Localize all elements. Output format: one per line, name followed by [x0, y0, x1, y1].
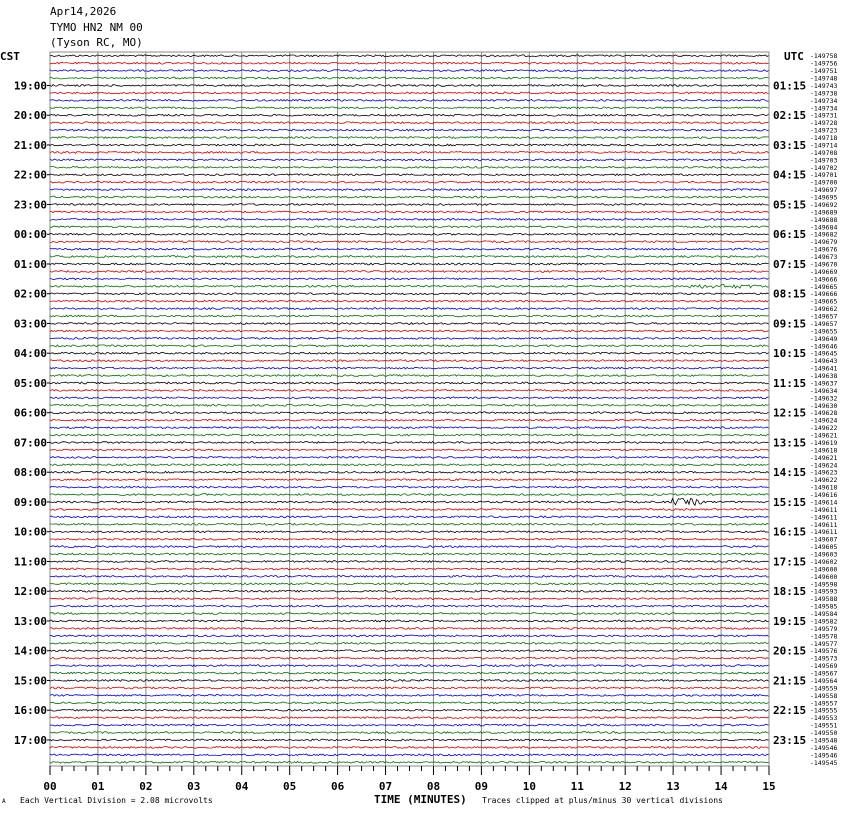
trace-offset-label: -149579 — [810, 624, 838, 633]
trace-offset-label: -149550 — [810, 729, 838, 738]
trace-line — [50, 412, 769, 414]
trace-offset-label: -149708 — [810, 148, 838, 157]
trace-line — [50, 107, 769, 109]
x-tick-label: 00 — [43, 780, 57, 793]
trace-line — [50, 218, 769, 220]
trace-offset-label: -149585 — [810, 602, 838, 611]
hour-label-right: 05:15 — [773, 198, 807, 212]
hour-label-right: 23:15 — [773, 733, 807, 747]
trace-offset-label: -149700 — [810, 178, 838, 187]
trace-offset-label: -149623 — [810, 468, 838, 477]
hour-label-left: 08:00 — [13, 466, 47, 480]
trace-offset-label: -149598 — [810, 580, 838, 589]
trace-line — [50, 62, 769, 64]
hour-label-right: 02:15 — [773, 109, 807, 123]
trace-line — [50, 605, 769, 607]
trace-offset-label: -149578 — [810, 632, 838, 641]
trace-offset-label: -149576 — [810, 647, 838, 656]
trace-line — [50, 189, 769, 191]
trace-line — [50, 137, 769, 139]
x-tick-label: 13 — [666, 780, 680, 793]
x-tick-label: 08 — [426, 780, 441, 793]
trace-line — [50, 248, 769, 250]
trace-line — [50, 181, 769, 183]
trace-offset-label: -149743 — [810, 81, 838, 90]
trace-line — [50, 360, 769, 362]
trace-offset-label: -149593 — [810, 587, 838, 596]
scale-note: Each Vertical Division = 2.08 microvolts — [20, 796, 213, 805]
corner-mark: A — [2, 798, 6, 805]
trace-offset-label: -149618 — [810, 483, 838, 492]
trace-line — [50, 166, 769, 168]
trace-line — [50, 152, 769, 154]
trace-line — [50, 613, 769, 615]
trace-offset-label: -149697 — [810, 186, 838, 195]
trace-offset-label: -149628 — [810, 409, 838, 418]
trace-line — [50, 308, 769, 310]
trace-line — [50, 486, 769, 488]
trace-offset-label: -149559 — [810, 684, 838, 693]
clip-note: Traces clipped at plus/minus 30 vertical divisions — [482, 796, 723, 805]
trace-offset-label: -149624 — [810, 461, 838, 470]
trace-offset-label: -149643 — [810, 357, 838, 366]
left-hour-labels — [14, 79, 50, 747]
trace-line — [50, 523, 769, 525]
trace-offset-label: -149619 — [810, 438, 838, 447]
trace-offset-label: -149666 — [810, 290, 838, 299]
trace-line — [50, 687, 769, 689]
trace-line — [50, 419, 769, 421]
hour-label-right: 14:15 — [773, 466, 807, 480]
trace-line — [50, 144, 769, 146]
trace-offset-label: -149546 — [810, 751, 838, 760]
trace-offset-label: -149695 — [810, 193, 838, 202]
trace-offset-label: -149734 — [810, 96, 838, 105]
trace-offset-label: -149748 — [810, 74, 838, 83]
trace-line — [50, 590, 769, 592]
trace-offset-label: -149662 — [810, 305, 838, 314]
trace-offset-label: -149634 — [810, 386, 838, 395]
trace-line — [50, 293, 769, 295]
trace-line — [50, 99, 769, 101]
trace-offset-label: -149682 — [810, 230, 838, 239]
trace-line — [50, 739, 769, 741]
trace-offset-label: -149734 — [810, 104, 838, 113]
trace-offset-label: -149638 — [810, 372, 838, 381]
trace-offset-label: -149632 — [810, 394, 838, 403]
trace-offset-label: -149718 — [810, 134, 838, 143]
trace-line — [50, 367, 769, 369]
trace-line — [50, 330, 769, 332]
trace-line — [50, 122, 769, 124]
hour-label-left: 02:00 — [13, 287, 47, 301]
trace-offset-label: -149649 — [810, 334, 838, 343]
hour-label-left: 16:00 — [13, 704, 47, 718]
trace-offset-label: -149728 — [810, 119, 838, 128]
x-tick-label: 15 — [762, 780, 776, 793]
trace-line — [50, 546, 769, 548]
trace-offset-label: -149551 — [810, 721, 838, 730]
trace-line — [50, 531, 769, 533]
trace-line — [50, 77, 769, 79]
hour-label-left: 17:00 — [13, 733, 47, 747]
trace-offset-label: -149646 — [810, 342, 838, 351]
trace-line — [50, 561, 769, 563]
trace-line — [50, 754, 769, 756]
trace-line — [50, 233, 769, 235]
trace-offset-label: -149645 — [810, 349, 838, 358]
trace-offset-label: -149600 — [810, 572, 838, 581]
trace-offset-label: -149555 — [810, 706, 838, 715]
trace-line — [50, 390, 769, 392]
hour-label-left: 15:00 — [13, 674, 47, 688]
trace-line — [50, 650, 769, 652]
trace-line — [50, 538, 769, 540]
trace-offset-label: -149611 — [810, 520, 838, 529]
x-tick-label: 05 — [283, 780, 297, 793]
trace-line — [50, 70, 769, 72]
trace-offset-label: -149624 — [810, 416, 838, 425]
trace-offset-label: -149679 — [810, 238, 838, 247]
x-axis — [43, 766, 775, 793]
trace-line — [50, 427, 769, 429]
hour-label-right: 18:15 — [773, 585, 807, 599]
trace-offset-label: -149582 — [810, 617, 838, 626]
trace-offset-label: -149558 — [810, 691, 838, 700]
trace-offset-label: -149611 — [810, 528, 838, 537]
trace-line — [50, 382, 769, 384]
trace-line — [50, 479, 769, 481]
hour-label-right: 13:15 — [773, 436, 807, 450]
left-timezone-label: CST — [0, 50, 20, 63]
trace-offset-label: -149673 — [810, 253, 838, 262]
trace-offset-label: -149545 — [810, 758, 838, 767]
trace-line — [50, 159, 769, 161]
trace-offset-label: -149553 — [810, 714, 838, 723]
trace-offset-label: -149622 — [810, 424, 838, 433]
trace-offset-label: -149602 — [810, 557, 838, 566]
hour-label-left: 13:00 — [13, 614, 47, 628]
hour-label-right: 01:15 — [773, 79, 807, 93]
hour-label-left: 00:00 — [13, 228, 47, 242]
x-tick-label: 04 — [235, 780, 249, 793]
trace-line — [50, 499, 769, 506]
trace-offset-label: -149676 — [810, 245, 838, 254]
trace-offset-label: -149714 — [810, 141, 838, 150]
header-station: TYMO HN2 NM 00 — [50, 20, 143, 34]
hour-label-right: 08:15 — [773, 287, 807, 301]
right-timezone-label: UTC — [784, 50, 804, 63]
trace-line — [50, 598, 769, 600]
trace-line — [50, 211, 769, 213]
trace-line — [50, 92, 769, 94]
trace-offset-label: -149666 — [810, 275, 838, 284]
trace-offset-label: -149688 — [810, 215, 838, 224]
x-tick-label: 02 — [139, 780, 153, 793]
trace-line — [50, 494, 769, 496]
trace-line — [50, 732, 769, 734]
trace-line — [50, 747, 769, 749]
trace-offset-label: -149692 — [810, 200, 838, 209]
trace-line — [50, 300, 769, 302]
trace-offset-label: -149607 — [810, 535, 838, 544]
trace-offset-label: -149588 — [810, 595, 838, 604]
trace-offset-label: -149723 — [810, 126, 838, 135]
hour-label-left: 01:00 — [13, 257, 47, 271]
hour-label-left: 12:00 — [13, 585, 47, 599]
hour-label-left: 11:00 — [13, 555, 47, 569]
trace-line — [50, 702, 769, 704]
trace-offset-label: -149584 — [810, 610, 838, 619]
trace-line — [50, 509, 769, 511]
x-tick-label: 14 — [714, 780, 728, 793]
trace-offset-label: -149573 — [810, 654, 838, 663]
trace-offset-label: -149641 — [810, 364, 838, 373]
header-location: (Tyson RC, MO) — [50, 36, 143, 49]
trace-line — [50, 628, 769, 630]
trace-offset-label: -149637 — [810, 379, 838, 388]
trace-line — [50, 315, 769, 317]
trace-line — [50, 672, 769, 674]
trace-offset-label: -149756 — [810, 59, 838, 68]
trace-offset-label: -149600 — [810, 565, 838, 574]
x-axis-title: TIME (MINUTES) — [374, 793, 467, 806]
trace-line — [50, 516, 769, 518]
right-hour-labels — [773, 79, 806, 747]
trace-line — [50, 226, 769, 228]
trace-line — [50, 256, 769, 258]
trace-line — [50, 375, 769, 377]
hour-label-right: 11:15 — [773, 376, 807, 390]
x-tick-label: 03 — [187, 780, 201, 793]
trace-offset-label: -149569 — [810, 662, 838, 671]
x-tick-label: 12 — [618, 780, 632, 793]
trace-offset-label: -149657 — [810, 319, 838, 328]
trace-offset-label: -149731 — [810, 111, 838, 120]
trace-line — [50, 55, 769, 57]
trace-line — [50, 196, 769, 198]
hour-label-right: 17:15 — [773, 555, 807, 569]
hour-label-left: 06:00 — [13, 406, 47, 420]
trace-line — [50, 665, 769, 667]
header-date: Apr14,2026 — [50, 5, 117, 18]
trace-offset-label: -149622 — [810, 476, 838, 485]
trace-line — [50, 204, 769, 206]
trace-line — [50, 761, 769, 763]
hour-label-left: 07:00 — [13, 436, 47, 450]
trace-offset-label: -149738 — [810, 89, 838, 98]
trace-line — [50, 271, 769, 273]
x-tick-label: 06 — [330, 780, 345, 793]
trace-line — [50, 583, 769, 585]
trace-line — [50, 278, 769, 280]
trace-line — [50, 284, 769, 288]
trace-line — [50, 635, 769, 637]
trace-line — [50, 114, 769, 116]
hour-label-left: 23:00 — [13, 198, 47, 212]
trace-offset-label: -149665 — [810, 282, 838, 291]
trace-offset-label: -149614 — [810, 498, 838, 507]
trace-line — [50, 129, 769, 131]
trace-offset-label: -149670 — [810, 260, 838, 269]
trace-line — [50, 680, 769, 682]
trace-offset-label: -149618 — [810, 446, 838, 455]
hour-label-right: 19:15 — [773, 614, 807, 628]
trace-line — [50, 575, 769, 577]
trace-offset-label: -149567 — [810, 669, 838, 678]
trace-line — [50, 464, 769, 466]
trace-line — [50, 553, 769, 555]
trace-line — [50, 337, 769, 339]
trace-line — [50, 85, 769, 87]
trace-offset-label: -149665 — [810, 297, 838, 306]
trace-offset-label: -149621 — [810, 453, 838, 462]
trace-offset-label: -149621 — [810, 431, 838, 440]
trace-line — [50, 397, 769, 399]
trace-line — [50, 263, 769, 265]
trace-offset-labels — [810, 52, 837, 767]
trace-line — [50, 568, 769, 570]
trace-offset-label: -149616 — [810, 491, 838, 500]
hour-label-left: 05:00 — [13, 376, 47, 390]
trace-offset-label: -149657 — [810, 312, 838, 321]
trace-line — [50, 717, 769, 719]
hour-label-left: 04:00 — [13, 347, 47, 361]
trace-offset-label: -149564 — [810, 676, 838, 685]
trace-line — [50, 352, 769, 354]
trace-line — [50, 449, 769, 451]
trace-offset-label: -149611 — [810, 505, 838, 514]
trace-line — [50, 657, 769, 659]
trace-line — [50, 442, 769, 444]
hour-label-right: 04:15 — [773, 168, 807, 182]
trace-offset-label: -149605 — [810, 543, 838, 552]
trace-line — [50, 620, 769, 622]
trace-line — [50, 456, 769, 458]
hour-label-right: 09:15 — [773, 317, 807, 331]
trace-line — [50, 241, 769, 243]
trace-offset-label: -149557 — [810, 699, 838, 708]
hour-label-right: 06:15 — [773, 228, 807, 242]
x-tick-label: 09 — [474, 780, 489, 793]
trace-offset-label: -149546 — [810, 743, 838, 752]
trace-offset-label: -149603 — [810, 550, 838, 559]
hour-label-left: 14:00 — [13, 644, 47, 658]
x-tick-label: 01 — [91, 780, 105, 793]
trace-offset-label: -149577 — [810, 639, 838, 648]
trace-line — [50, 694, 769, 696]
trace-line — [50, 174, 769, 176]
trace-line — [50, 404, 769, 406]
trace-line — [50, 724, 769, 726]
hour-label-right: 12:15 — [773, 406, 807, 420]
hour-label-right: 03:15 — [773, 138, 807, 152]
trace-offset-label: -149611 — [810, 513, 838, 522]
trace-offset-label: -149655 — [810, 327, 838, 336]
hour-label-right: 21:15 — [773, 674, 807, 688]
hour-label-right: 07:15 — [773, 257, 807, 271]
x-tick-label: 10 — [522, 780, 536, 793]
trace-offset-label: -149684 — [810, 223, 838, 232]
trace-offset-label: -149702 — [810, 163, 838, 172]
hour-label-right: 20:15 — [773, 644, 807, 658]
trace-offset-label: -149669 — [810, 267, 838, 276]
trace-offset-label: -149703 — [810, 156, 838, 165]
trace-line — [50, 434, 769, 436]
trace-offset-label: -149701 — [810, 171, 838, 180]
hour-label-left: 19:00 — [13, 79, 47, 93]
trace-offset-label: -149548 — [810, 736, 838, 745]
hour-label-left: 22:00 — [13, 168, 47, 182]
trace-line — [50, 709, 769, 711]
trace-offset-label: -149758 — [810, 52, 838, 61]
trace-line — [50, 642, 769, 644]
x-tick-label: 11 — [570, 780, 584, 793]
trace-offset-label: -149751 — [810, 67, 838, 76]
hour-label-right: 22:15 — [773, 704, 807, 718]
trace-line — [50, 323, 769, 325]
trace-line — [50, 345, 769, 347]
hour-label-left: 20:00 — [13, 109, 47, 123]
trace-offset-label: -149630 — [810, 401, 838, 410]
hour-label-right: 10:15 — [773, 347, 807, 361]
seismic-traces — [50, 55, 769, 763]
hour-label-left: 21:00 — [13, 138, 47, 152]
hour-label-left: 03:00 — [13, 317, 47, 331]
hour-label-left: 10:00 — [13, 525, 47, 539]
trace-line — [50, 471, 769, 473]
x-tick-label: 07 — [378, 780, 393, 793]
trace-offset-label: -149689 — [810, 208, 838, 217]
hour-label-right: 16:15 — [773, 525, 807, 539]
hour-label-right: 15:15 — [773, 495, 807, 509]
hour-label-left: 09:00 — [13, 495, 47, 509]
